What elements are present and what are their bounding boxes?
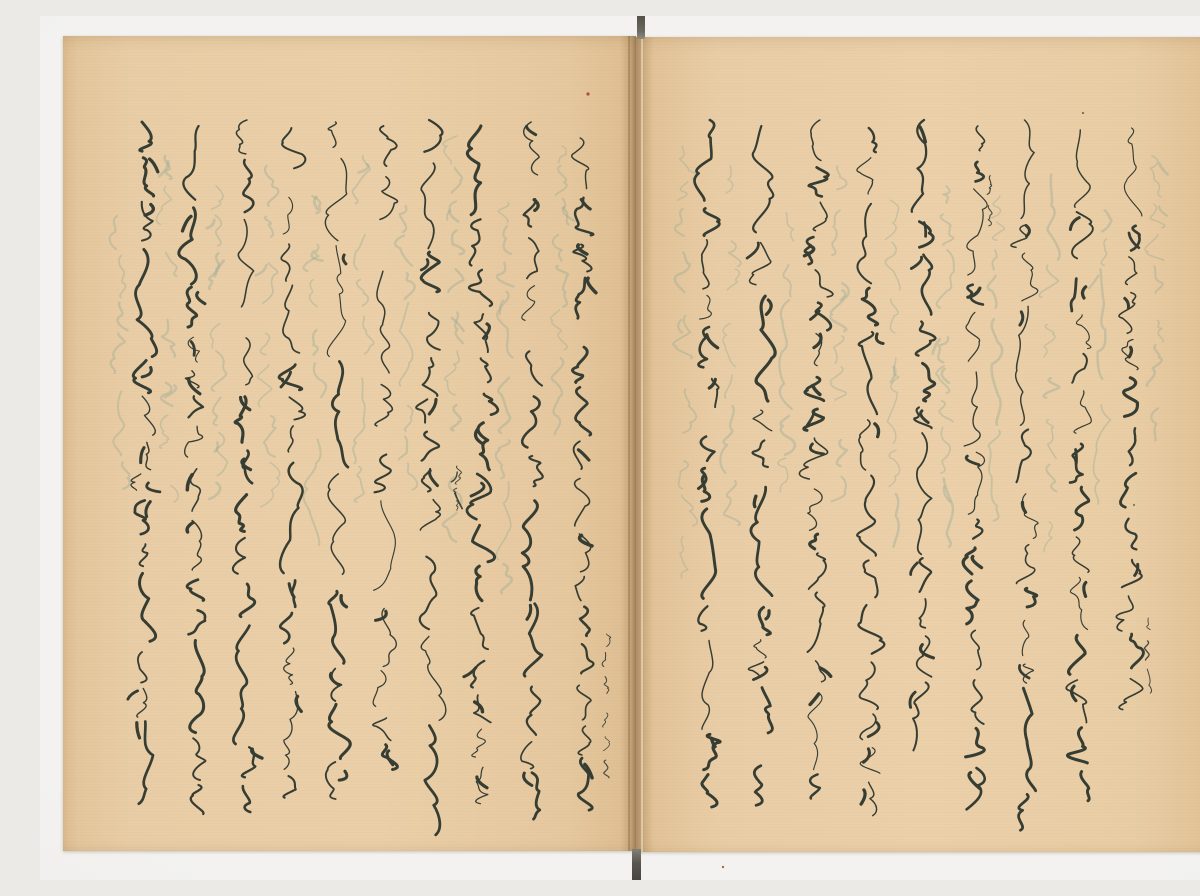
- manuscript-page-right: [636, 37, 1200, 852]
- fold-crease-highlight: [641, 37, 643, 852]
- fold-shadow-right: [636, 37, 654, 852]
- binding-spine-bottom: [632, 849, 641, 880]
- manuscript-photo: [40, 16, 1200, 880]
- binding-spine-top: [637, 16, 645, 39]
- manuscript-page-left: [63, 36, 636, 851]
- fold-crease-line: [628, 36, 630, 851]
